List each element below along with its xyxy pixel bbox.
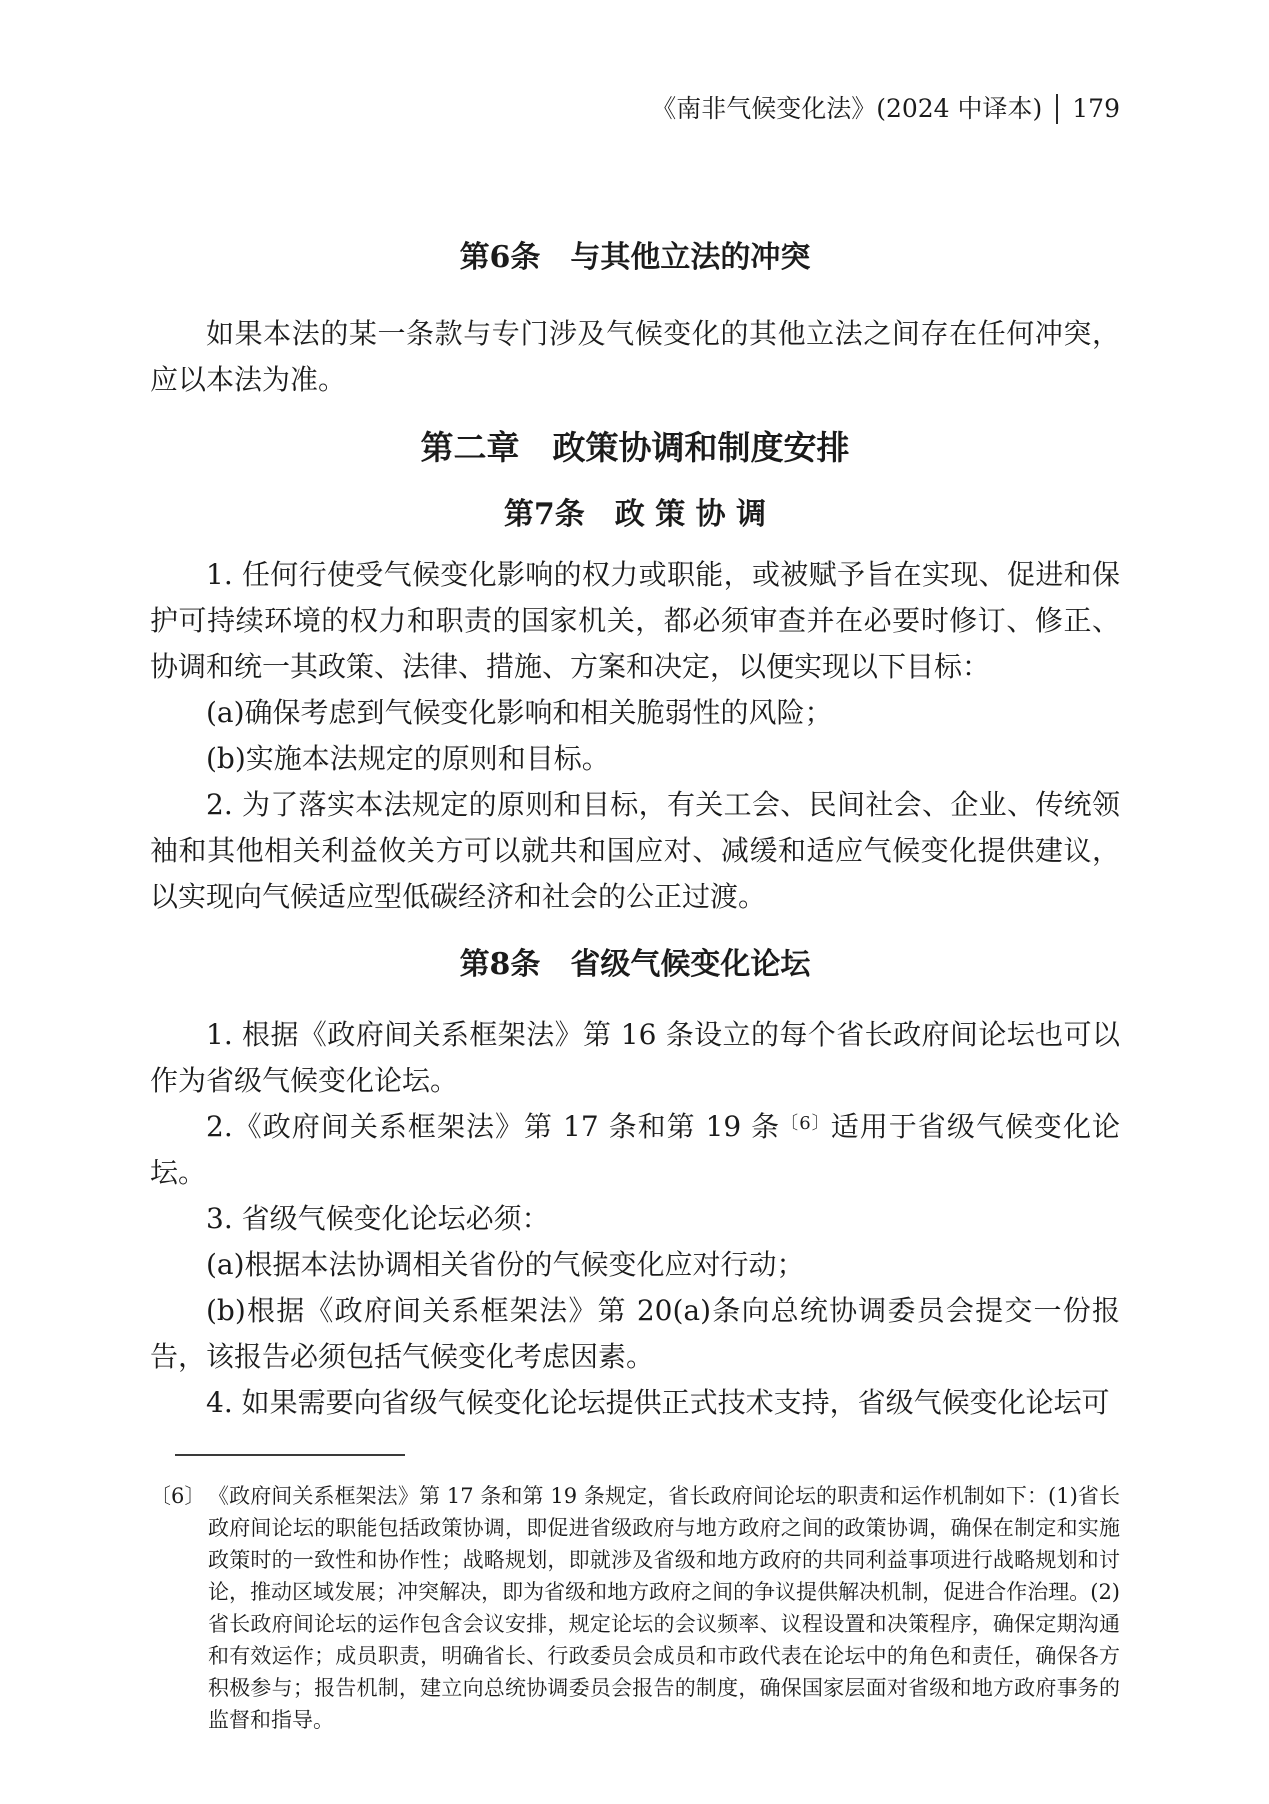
page-number: 179 (1072, 94, 1120, 123)
article-7-clause-1: 1. 任何行使受气候变化影响的权力或职能，或被赋予旨在实现、促进和保护可持续环境的权力和职责的国家机关，都必须审查并在必要时修订、修正、协调和统一其政策、法律、措施、方案和决定，以便实现以下目标： (150, 558, 1120, 683)
article-8-item-a: (a)根据本法协调相关省份的气候变化应对行动； (206, 1248, 805, 1281)
article-8-clause-4: 4. 如果需要向省级气候变化论坛提供正式技术支持，省级气候变化论坛可 (206, 1386, 1110, 1419)
header-divider (1056, 94, 1058, 124)
article-8-heading: 第8条 省级气候变化论坛 (459, 947, 811, 982)
article-6-paragraph: 如果本法的某一条款与专门涉及气候变化的其他立法之间存在任何冲突，应以本法为准。 (150, 317, 1120, 396)
footnote-reference-6: 〔6〕 (780, 1113, 831, 1134)
article-8-clause-2-text: 2.《政府间关系框架法》第 17 条和第 19 条 (206, 1110, 781, 1143)
chapter-2-heading: 第二章 政策协调和制度安排 (420, 428, 850, 467)
running-title: 《南非气候变化法》(2024 中译本) (651, 94, 1043, 123)
article-8-item-b: (b)根据《政府间关系框架法》第 20(a)条向总统协调委员会提交一份报告，该报告必须包括气候变化考虑因素。 (150, 1294, 1120, 1373)
footnote-divider (175, 1454, 405, 1456)
article-8-clause-1: 1. 根据《政府间关系框架法》第 16 条设立的每个省长政府间论坛也可以作为省级气候变化论坛。 (150, 1018, 1120, 1097)
article-8-clause-2-text-after: 适用于省级气候变化论坛。 (150, 1110, 1120, 1189)
footnote-text: 《政府间关系框架法》第 17 条和第 19 条规定，省长政府间论坛的职责和运作机制如下：(1)省长政府间论坛的职能包括政策协调，即促进省级政府与地方政府之间的政策协调，确保在制定和实施政策时的一致性和协作性；战略规划，即就涉及省级和地方政府的共同利益事项进行战略规划和讨论，推动区域发展；冲突解决，即为省级和地方政府之间的争议提供解决机制，促进合作治理。(2)省长政府间论坛的运作包含会议安排，规定论坛的会议频率、议程设置和决策程序，确保定期沟通和有效运作；成员职责，明确省长、行政委员会成员和市政代表在论坛中的角色和责任，确保各方积极参与；报告机制，建立向总统协调委员会报告的制度，确保国家层面对省级和地方政府事务的监督和指导。 (208, 1484, 1120, 1732)
article-8-clause-3: 3. 省级气候变化论坛必须： (206, 1202, 550, 1235)
article-7-item-a: (a)确保考虑到气候变化影响和相关脆弱性的风险； (206, 696, 833, 729)
article-7-heading: 第7条 政 策 协 调 (503, 497, 767, 532)
page-header (150, 0, 1120, 126)
article-8-clause-2 (150, 1104, 1120, 1196)
article-7-item-b: (b)实施本法规定的原则和目标。 (206, 742, 610, 775)
footnote-marker: 〔6〕 (150, 1484, 206, 1508)
article-7-clause-2: 2. 为了落实本法规定的原则和目标，有关工会、民间社会、企业、传统领袖和其他相关利益攸关方可以就共和国应对、减缓和适应气候变化提供建议，以实现向气候适应型低碳经济和社会的公正过渡。 (150, 788, 1120, 913)
article-6-heading: 第6条 与其他立法的冲突 (459, 240, 811, 275)
footnote-6 (150, 1480, 1120, 1736)
